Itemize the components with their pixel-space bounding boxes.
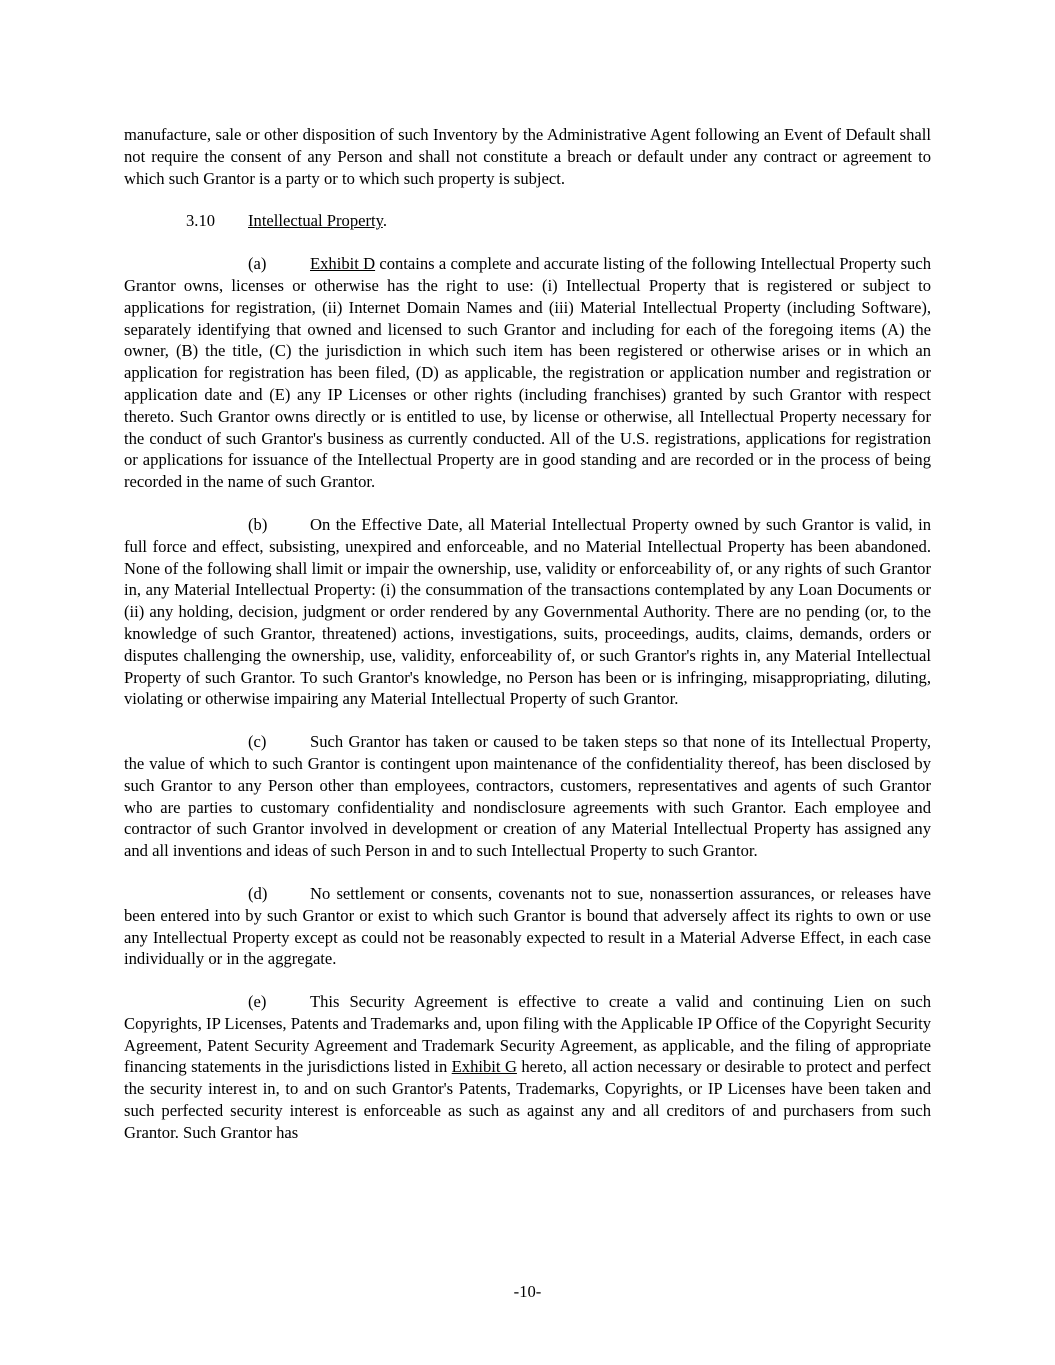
intro-paragraph: manufacture, sale or other disposition of such Inventory by the Administrative Agent following an Event of Default shall not require the consent of any Person and shall not constitute a breach or default under any contract or agreement to which such Grantor is a party or to which such property is subject.: [124, 125, 931, 188]
exhibit-g-reference: Exhibit G: [451, 1057, 517, 1077]
section-heading: [124, 210, 931, 232]
paragraph-e-text-before: This Security Agreement is effective to create a valid and continuing Lien on such Copyrights, IP Licenses, Patents and Trademarks and, upon filing with the Applicable IP Office of the Copyright Security Agreement, Patent Security Agreement and Trademark Security Agreement, as applicable, and the filing of appropriate financing statements in the jurisdictions listed in: [124, 992, 931, 1077]
paragraph-b-text: On the Effective Date, all Material Intellectual Property owned by such Grantor is valid, in full force and effect, subsisting, unexpired and enforceable, and no Material Intellectual Property has been abandoned. None of the following shall limit or impair the ownership, use, validity or enforceability of, or any rights of such Grantor in, any Material Intellectual Property: (i) the consummation of the transactions contemplated by any Loan Documents or (ii) any holding, decision, judgment or order rendered by any Governmental Authority. There are no pending (or, to the knowledge of such Grantor, threatened) actions, investigations, suits, proceedings, audits, claims, demands, orders or disputes challenging the ownership, use, validity, enforceability of, or such Grantor's rights in, any Material Intellectual Property of such Grantor. To such Grantor's knowledge, no Person has been or is infringing, misappropriating, diluting, violating or otherwise impairing any Material Intellectual Property of such Grantor.: [124, 514, 931, 709]
section-title-suffix: .: [382, 211, 388, 231]
paragraph-e-text-after: hereto, all action necessary or desirable to protect and perfect the security interest in, to and on such Grantor's Patents, Trademarks, Copyrights, or IP Licenses have been taken and such perfected security interest is enforceable as such as against any and all creditors of and purchasers from such Grantor. Such Grantor has: [124, 1057, 931, 1142]
paragraph-b-label: (b): [248, 514, 268, 534]
paragraph-e: [124, 991, 931, 1144]
page-number: -10-: [513, 1282, 542, 1301]
section-number: 3.10: [186, 211, 216, 231]
paragraph-c-text: Such Grantor has taken or caused to be taken steps so that none of its Intellectual Property, the value of which to such Grantor is contingent upon maintenance of the confidentiality thereof, has been disclosed by such Grantor to any Person other than employees, contractors, customers, representatives and agents of such Grantor who are parties to customary confidentiality and nondisclosure agreements with such Grantor. Each employee and contractor of such Grantor involved in development or creation of any Material Intellectual Property has assigned any and all inventions and ideas of such Person in and to such Intellectual Property to such Grantor.: [124, 732, 931, 861]
paragraph-a: [124, 253, 931, 493]
exhibit-d-reference: Exhibit D: [310, 254, 376, 274]
paragraph-a-text: contains a complete and accurate listing of the following Intellectual Property such Grantor owns, licenses or otherwise has the right to use: (i) Intellectual Property that is registered or subject to applications for registration, (ii) Internet Domain Names and (iii) Material Intellectual Property (including Software), separately identifying that owned and licensed to such Grantor and including for each of the foregoing items (A) the owner, (B) the title, (C) the jurisdiction in which such item has been registered or otherwise arises or in which an application for registration has been filed, (D) as applicable, the registration or application number and registration or application date and (E) any IP Licenses or other rights (including franchises) granted by such Grantor with respect thereto. Such Grantor owns directly or is entitled to use, by license or otherwise, all Intellectual Property necessary for the conduct of such Grantor's business as currently conducted. All of the U.S. registrations, applications for registration or applications for issuance of the Intellectual Property are in good standing and are recorded or in the process of being recorded in the name of such Grantor.: [124, 254, 931, 492]
document-page: [124, 124, 931, 1165]
paragraph-e-label: (e): [248, 992, 267, 1012]
paragraph-d-label: (d): [248, 883, 268, 903]
paragraph-c-label: (c): [248, 732, 267, 752]
paragraph-c: [124, 731, 931, 862]
paragraph-b: [124, 514, 931, 710]
paragraph-a-label: (a): [248, 254, 267, 274]
paragraph-d: [124, 883, 931, 970]
section-title: Intellectual Property: [248, 211, 383, 231]
paragraph-d-text: No settlement or consents, covenants not to sue, nonassertion assurances, or releases have been entered into by such Grantor or exist to which such Grantor is bound that adversely affect its rights to own or use any Intellectual Property except as could not be reasonably expected to result in a Material Adverse Effect, in each case individually or in the aggregate.: [124, 883, 931, 969]
